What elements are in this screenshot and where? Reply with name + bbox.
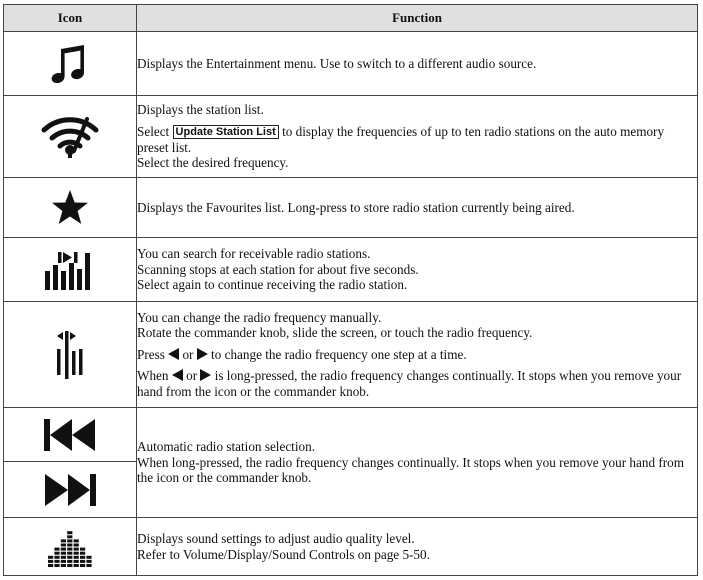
function-table: [3, 4, 698, 576]
description-text: Displays the Entertainment menu. Use to switch to a different audio source.: [137, 55, 537, 71]
description-text: [137, 124, 697, 155]
description-text: Displays sound settings to adjust audio quality level.: [137, 530, 415, 546]
description-cell: [137, 32, 698, 96]
press-word: Press: [137, 346, 165, 362]
description-text: Automatic radio station selection.: [137, 439, 315, 455]
icon-cell: [4, 302, 137, 408]
description-text: You can search for receivable radio stations.: [137, 246, 371, 262]
icon-column-header: Icon: [4, 5, 137, 32]
description-cell: [137, 302, 698, 408]
description-text-rest: to change the radio frequency one step at a time.: [211, 346, 467, 362]
description-cell: [137, 96, 698, 178]
description-text: Scanning stops at each station for about five seconds.: [137, 261, 419, 277]
description-text: Displays the Favourites list. Long-press to store radio station currently being aired.: [137, 199, 575, 215]
description-text: You can change the radio frequency manually.: [137, 309, 382, 325]
description-text: Select again to continue receiving the radio station.: [137, 277, 408, 293]
triangle-right-icon: [200, 369, 211, 381]
table-row-station-list: [4, 96, 698, 178]
or-word: or: [182, 346, 194, 362]
icon-cell: [4, 32, 137, 96]
description-text: [137, 347, 697, 363]
icon-cell: [4, 518, 137, 576]
description-text: Refer to Volume/Display/Sound Controls on page 5-50.: [137, 546, 430, 562]
description-cell: [137, 178, 698, 238]
function-column-header: Function: [137, 5, 698, 32]
or-word: or: [186, 368, 198, 384]
description-text-rest: to display the frequencies of up to ten radio stations on the auto memory preset list.: [137, 123, 665, 155]
description-text-rest: is long-pressed, the radio frequency changes continually. It stops when you remove your hand from the icon or the commander knob.: [137, 368, 682, 399]
icon-cell: [4, 462, 137, 518]
table-row-manual-tune: [4, 302, 698, 408]
table-row-seek-previous: [4, 408, 698, 462]
skip-previous-icon: [43, 418, 97, 452]
description-text: [137, 368, 697, 399]
triangle-left-icon: [168, 348, 179, 360]
star-icon: [50, 189, 90, 227]
description-cell: [137, 238, 698, 302]
description-cell: [137, 518, 698, 576]
radio-signal-icon: [39, 116, 101, 158]
triangle-left-icon: [172, 369, 183, 381]
table-row-scan: [4, 238, 698, 302]
icon-cell: [4, 178, 137, 238]
description-text: When long-pressed, the radio frequency changes continually. It stops when you remove your hand from the icon or the commander knob.: [137, 454, 684, 486]
table-row-entertainment: [4, 32, 698, 96]
table-row-favourites: [4, 178, 698, 238]
icon-cell: [4, 238, 137, 302]
table-row-sound: [4, 518, 698, 576]
skip-next-icon: [43, 473, 97, 507]
music-note-icon: [50, 42, 90, 86]
when-word: When: [137, 368, 169, 384]
scan-icon: [44, 249, 96, 291]
update-station-list-button: Update Station List: [173, 125, 279, 139]
triangle-right-icon: [197, 348, 208, 360]
header-row: [4, 5, 698, 32]
equalizer-icon: [47, 527, 93, 567]
description-text: Rotate the commander knob, slide the screen, or touch the radio frequency.: [137, 325, 533, 341]
description-text: Displays the station list.: [137, 102, 264, 118]
tune-icon: [54, 331, 86, 379]
description-cell: [137, 408, 698, 518]
icon-cell: [4, 96, 137, 178]
description-text: Select the desired frequency.: [137, 155, 289, 171]
select-word: Select: [137, 123, 170, 139]
icon-cell: [4, 408, 137, 462]
